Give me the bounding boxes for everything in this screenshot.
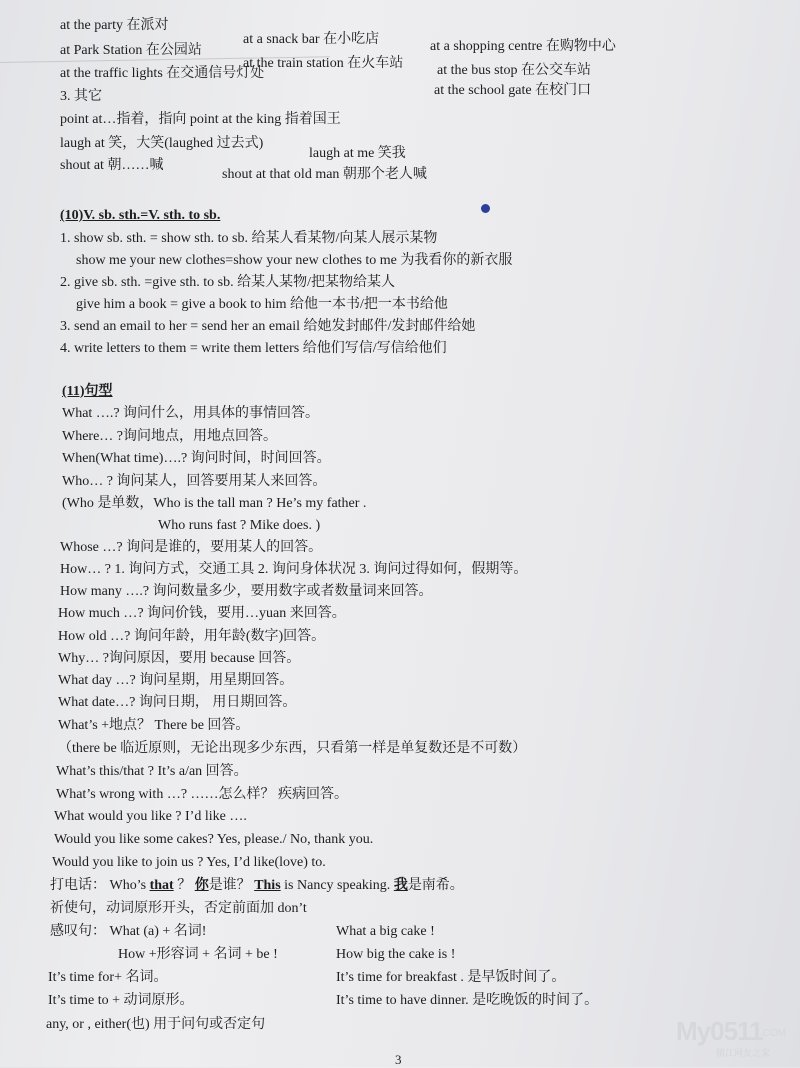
page-number: 3 <box>395 1052 402 1067</box>
phrase-shout-old-man: shout at that old man 朝那个老人喊 <box>222 167 427 182</box>
watermark-logo: My0511 <box>676 1016 763 1046</box>
section10-line-1: 1. show sb. sth. = show sth. to sb. 给某人看某物/向某人展示某物 <box>60 231 438 246</box>
section10-line-3: 2. give sb. sth. =give sth. to sb. 给某人某物/把某物给某人 <box>60 275 395 290</box>
pattern-who-example: Who runs fast ? Mike does. ) <box>158 518 321 533</box>
pattern-how-many: How many ….? 询问数量多少，要用数字或者数量词来回答。 <box>60 584 433 599</box>
phrase-point-at: point at…指着，指向 point at the king 指着国王 <box>60 112 341 127</box>
watermark-subtitle: 镇江网友之家 <box>716 1048 771 1058</box>
time-to-rule: It’s time to + 动词原形。 <box>48 993 194 1008</box>
pattern-how: How… ? 1. 询问方式，交通工具 2. 询问身体状况 3. 询问过得如何，假期等。 <box>60 562 528 577</box>
phone-that: that <box>149 878 174 893</box>
pattern-what-day: What day …? 询问星期，用星期回答。 <box>58 673 294 688</box>
pattern-where: Where… ?询问地点，用地点回答。 <box>62 429 278 444</box>
phone-mid: 是谁？ <box>208 878 255 893</box>
exclamation-how: How +形容词 + 名词 + be ! <box>118 947 278 962</box>
time-for-example: It’s time for breakfast . 是早饭时间了。 <box>336 970 566 985</box>
phone-q-tail: ？ <box>173 878 195 893</box>
watermark-com: .COM <box>760 1028 787 1039</box>
pattern-whose: Whose …? 询问是谁的，要用某人的回答。 <box>60 540 323 555</box>
phrase-laugh-at-me: laugh at me 笑我 <box>309 146 406 161</box>
phrase-train-station: at the train station 在火车站 <box>243 56 404 71</box>
exclamation-example-1: What a big cake ! <box>336 924 435 939</box>
site-watermark <box>676 1016 796 1062</box>
phrase-school-gate: at the school gate 在校门口 <box>434 83 592 98</box>
imperative-note: 祈使句，动词原形开头，否定前面加 don’t <box>50 901 307 916</box>
pattern-who-note: (Who 是单数，Who is the tall man ? He’s my father . <box>62 496 367 511</box>
pattern-there-be-note: （there be 临近原则，无论出现多少东西，只看第一样是单复数还是不可数） <box>58 741 527 756</box>
any-or-either-note: any, or , either(也) 用于问句或否定句 <box>46 1017 266 1032</box>
pattern-what-would: What would you like ? I’d like …. <box>54 809 247 824</box>
time-for-rule: It’s time for+ 名词。 <box>48 970 168 985</box>
pattern-whats-this: What’s this/that ? It’s a/an 回答。 <box>56 764 248 779</box>
phrase-bus-stop: at the bus stop 在公交车站 <box>437 63 591 78</box>
pattern-how-old: How old …? 询问年龄，用年龄(数字)回答。 <box>58 629 326 644</box>
pattern-how-much: How much …? 询问价钱，要用…yuan 来回答。 <box>58 606 346 621</box>
phone-you: 你 <box>194 878 209 893</box>
pattern-would-join: Would you like to join us ? Yes, I’d like(love) to. <box>52 855 326 870</box>
phrase-shopping-centre: at a shopping centre 在购物中心 <box>430 39 616 54</box>
phone-prefix: 打电话： Who’s <box>50 878 150 893</box>
section10-line-5: 3. send an email to her = send her an email 给她发封邮件/发封邮件给她 <box>60 319 476 334</box>
ink-dot <box>481 204 490 213</box>
pattern-whats-place: What’s +地点？ There be 回答。 <box>58 718 250 733</box>
exclamation-label: 感叹句： What (a) + 名词! <box>50 924 207 939</box>
pattern-whats-wrong: What’s wrong with …? ……怎么样？ 疾病回答。 <box>56 787 349 802</box>
phrase-laugh-at: laugh at 笑，大笑(laughed 过去式) <box>60 136 264 151</box>
pattern-why: Why… ?询问原因，要用 because 回答。 <box>58 651 301 666</box>
phone-this: This <box>254 878 281 893</box>
phrase-traffic-lights: at the traffic lights 在交通信号灯处 <box>60 66 265 81</box>
phone-wo: 我 <box>393 878 408 893</box>
section10-line-6: 4. write letters to them = write them letters 给他们写信/写信给他们 <box>60 341 447 356</box>
section10-line-2: show me your new clothes=show your new clothes to me 为我看你的新衣服 <box>76 253 513 268</box>
time-to-example: It’s time to have dinner. 是吃晚饭的时间了。 <box>336 993 599 1008</box>
phone-end: 是南希。 <box>407 878 464 893</box>
pattern-what-date: What date…? 询问日期， 用日期回答。 <box>58 695 297 710</box>
pattern-who: Who… ? 询问某人，回答要用某人来回答。 <box>62 474 327 489</box>
pattern-would-cakes: Would you like some cakes? Yes, please./ No, thank you. <box>54 832 374 847</box>
section10-line-4: give him a book = give a book to him 给他一本书/把一本书给他 <box>76 297 448 312</box>
exclamation-example-2: How big the cake is ! <box>336 947 456 962</box>
phone-line <box>50 877 464 895</box>
phrase-snack-bar: at a snack bar 在小吃店 <box>243 32 380 47</box>
pattern-what: What ….? 询问什么，用具体的事情回答。 <box>62 406 320 421</box>
section11-heading: (11)句型 <box>62 384 113 399</box>
other-heading: 3. 其它 <box>60 89 102 104</box>
section10-heading: (10)V. sb. sth.=V. sth. to sb. <box>60 208 221 223</box>
phone-ans-tail: is Nancy speaking. <box>280 878 394 893</box>
phrase-shout-at: shout at 朝……喊 <box>60 158 164 173</box>
phrase-at-the-party: at the party 在派对 <box>60 18 169 33</box>
phrase-park-station: at Park Station 在公园站 <box>60 43 202 58</box>
pattern-when: When(What time)….? 询问时间，时间回答。 <box>62 451 331 466</box>
